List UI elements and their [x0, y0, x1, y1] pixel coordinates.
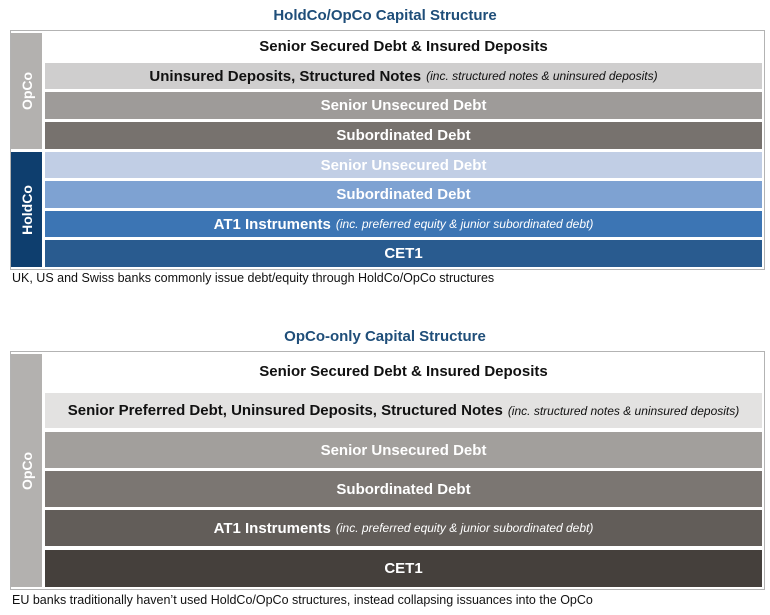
top-layer-senior-secured: [45, 33, 762, 60]
opco-only-title: OpCo-only Capital Structure: [284, 328, 486, 345]
opco-side-bar: [11, 33, 42, 149]
bottom-layer-senior-secured: [45, 354, 762, 389]
bottom-layer-at1: [45, 510, 762, 546]
bottom-layer-senior-unsecured: [45, 432, 762, 468]
top-layer-opco-subordinated: [45, 122, 762, 149]
top-layer-cet1: [45, 240, 762, 267]
opco-only-side-label: OpCo: [18, 451, 35, 490]
opco-side-label: OpCo: [18, 71, 35, 111]
top-layer-uninsured-deposits: [45, 63, 762, 89]
layer-label: AT1 Instruments: [213, 519, 331, 537]
layer-label: Senior Secured Debt & Insured Deposits: [259, 363, 548, 380]
holdco-side-label: HoldCo: [18, 184, 35, 235]
top-layer-opco-senior-unsecured: [45, 92, 762, 119]
top-layer-at1: [45, 211, 762, 237]
opco-only-side-bar: [11, 354, 42, 587]
layer-note: (inc. preferred equity & junior subordinated debt): [335, 217, 594, 231]
top-layer-holdco-senior-unsecured: [45, 152, 762, 178]
opco-only-caption: EU banks traditionally haven’t used HoldCo/OpCo structures, instead collapsing issuances into the OpCo: [12, 593, 593, 607]
bottom-layer-cet1: [45, 550, 762, 587]
layer-label: Subordinated Debt: [336, 480, 471, 498]
layer-label: Senior Secured Debt & Insured Deposits: [259, 38, 548, 55]
layer-note: (inc. preferred equity & junior subordinated debt): [335, 521, 594, 535]
layer-label: Subordinated Debt: [336, 127, 471, 144]
holdco-opco-title: HoldCo/OpCo Capital Structure: [273, 7, 497, 24]
holdco-opco-caption: UK, US and Swiss banks commonly issue debt/equity through HoldCo/OpCo structures: [12, 271, 495, 285]
layer-note: (inc. structured notes & uninsured deposits): [426, 69, 658, 83]
layer-label: Senior Unsecured Debt: [320, 441, 487, 459]
layer-label: Senior Preferred Debt, Uninsured Deposits, Structured Notes: [67, 402, 503, 419]
holdco-side-bar: [11, 152, 42, 267]
bottom-layer-senior-preferred: [45, 393, 762, 428]
layer-label: Uninsured Deposits, Structured Notes: [149, 67, 422, 85]
layer-label: AT1 Instruments: [213, 215, 331, 233]
layer-label: Senior Unsecured Debt: [320, 97, 487, 114]
top-layer-holdco-subordinated: [45, 181, 762, 208]
layer-note: (inc. structured notes & uninsured deposits): [507, 403, 740, 418]
bottom-layer-subordinated: [45, 471, 762, 507]
layer-label: CET1: [384, 560, 423, 577]
layer-label: Subordinated Debt: [336, 186, 471, 203]
layer-label: CET1: [384, 245, 423, 262]
layer-label: Senior Unsecured Debt: [320, 156, 487, 174]
